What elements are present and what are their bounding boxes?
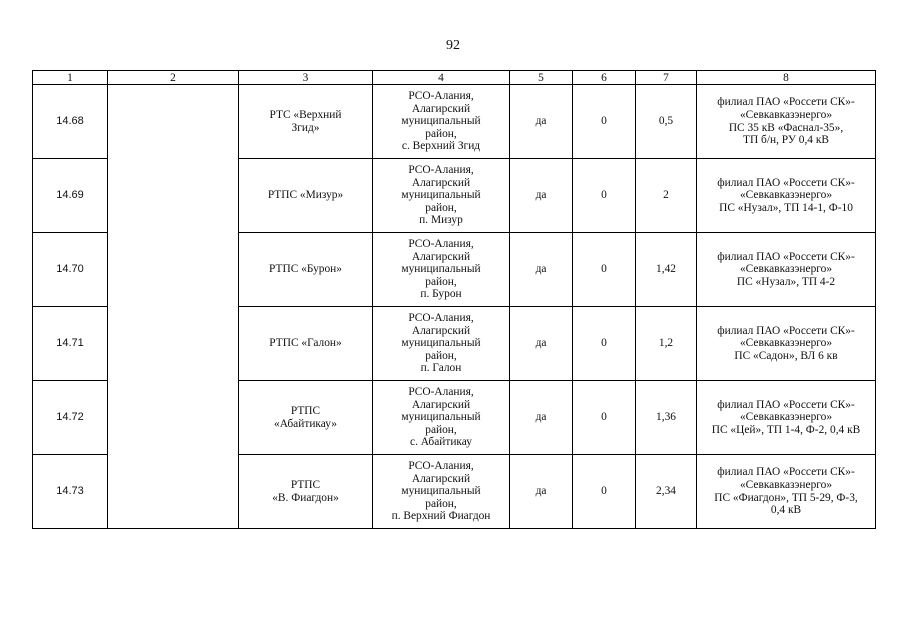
- col6-value: 0: [573, 307, 636, 381]
- power-supply-line: филиал ПАО «Россети СК»-: [717, 250, 855, 263]
- object-name-line: РТПС «Бурон»: [269, 263, 342, 276]
- power-supply-line: ПС 35 кВ «Фаснал-35»,: [728, 121, 844, 134]
- header-row: [33, 71, 876, 85]
- object-name: [239, 307, 373, 381]
- location-line: район,: [425, 201, 457, 214]
- location-line: РСО-Алания,: [408, 386, 474, 399]
- col6-value: 0: [573, 159, 636, 233]
- header-cell: 2: [108, 71, 239, 85]
- location-line: муниципальный: [401, 115, 481, 128]
- header-cell: 3: [239, 71, 373, 85]
- object-name: [239, 159, 373, 233]
- location: [373, 381, 510, 455]
- table-row: [33, 85, 876, 159]
- col6-value: 0: [573, 455, 636, 529]
- location-line: п. Мизур: [419, 214, 463, 227]
- power-supply-line: ПС «Садон», ВЛ 6 кв: [734, 349, 838, 362]
- location-line: Алагирский: [411, 472, 471, 485]
- table-body: [33, 85, 876, 529]
- location-line: район,: [425, 275, 457, 288]
- location-line: с. Абайтикау: [410, 436, 472, 449]
- location-line: муниципальный: [401, 485, 481, 498]
- location: [373, 233, 510, 307]
- row-id: 14.71: [33, 307, 108, 381]
- location: [373, 455, 510, 529]
- object-name-line: РТС «Верхний: [269, 108, 342, 121]
- location-line: Алагирский: [411, 398, 471, 411]
- location-line: РСО-Алания,: [408, 460, 474, 473]
- col6-value: 0: [573, 381, 636, 455]
- power-supply: [697, 307, 876, 381]
- row-id: 14.68: [33, 85, 108, 159]
- col5-value: да: [510, 233, 573, 307]
- power-supply-line: «Севкавказэнерго»: [739, 337, 833, 350]
- header-cell: 7: [636, 71, 697, 85]
- power-supply-line: ТП б/н, РУ 0,4 кВ: [743, 134, 829, 147]
- location-line: РСО-Алания,: [408, 238, 474, 251]
- power-supply-line: 0,4 кВ: [770, 504, 802, 517]
- data-table: [32, 70, 876, 529]
- col5-value: да: [510, 381, 573, 455]
- col7-value: 2,34: [636, 455, 697, 529]
- object-name-line: «Абайтикау»: [274, 417, 337, 430]
- power-supply: [697, 159, 876, 233]
- power-supply: [697, 85, 876, 159]
- object-name-line: РТПС: [290, 478, 321, 491]
- object-name: [239, 233, 373, 307]
- header-cell: 1: [33, 71, 108, 85]
- location-line: РСО-Алания,: [408, 312, 474, 325]
- page-number: 92: [446, 38, 460, 53]
- location-line: район,: [425, 423, 457, 436]
- object-name-line: РТПС: [290, 404, 321, 417]
- location: [373, 159, 510, 233]
- location-line: РСО-Алания,: [408, 164, 474, 177]
- location-line: Алагирский: [411, 324, 471, 337]
- header-cell: 4: [373, 71, 510, 85]
- object-name: [239, 455, 373, 529]
- row-id: 14.72: [33, 381, 108, 455]
- col5-value: да: [510, 455, 573, 529]
- power-supply-line: филиал ПАО «Россети СК»-: [717, 96, 855, 109]
- object-name: [239, 381, 373, 455]
- power-supply-line: филиал ПАО «Россети СК»-: [717, 176, 855, 189]
- location-line: муниципальный: [401, 189, 481, 202]
- col6-value: 0: [573, 85, 636, 159]
- location-line: муниципальный: [401, 411, 481, 424]
- location-line: район,: [425, 349, 457, 362]
- power-supply: [697, 455, 876, 529]
- col7-value: 2: [636, 159, 697, 233]
- location-line: п. Бурон: [420, 288, 462, 301]
- col7-value: 0,5: [636, 85, 697, 159]
- location-line: муниципальный: [401, 337, 481, 350]
- location-line: Алагирский: [411, 176, 471, 189]
- location-line: с. Верхний Згид: [401, 140, 481, 153]
- power-supply-line: ПС «Нузал», ТП 4-2: [736, 275, 836, 288]
- location-line: п. Верхний Фиагдон: [391, 510, 491, 523]
- col7-value: 1,42: [636, 233, 697, 307]
- object-name-line: Згид»: [291, 121, 320, 134]
- power-supply-line: «Севкавказэнерго»: [739, 263, 833, 276]
- power-supply-line: филиал ПАО «Россети СК»-: [717, 466, 855, 479]
- row-id: 14.69: [33, 159, 108, 233]
- col5-value: да: [510, 85, 573, 159]
- col5-value: да: [510, 307, 573, 381]
- location-line: район,: [425, 127, 457, 140]
- power-supply-line: «Севкавказэнерго»: [739, 108, 833, 121]
- power-supply-line: «Севкавказэнерго»: [739, 478, 833, 491]
- col7-value: 1,2: [636, 307, 697, 381]
- object-name-line: «В. Фиагдон»: [272, 491, 339, 504]
- col6-value: 0: [573, 233, 636, 307]
- power-supply: [697, 233, 876, 307]
- power-supply: [697, 381, 876, 455]
- power-supply-line: ПС «Цей», ТП 1-4, Ф-2, 0,4 кВ: [711, 423, 861, 436]
- location-line: п. Галон: [420, 362, 462, 375]
- power-supply-line: филиал ПАО «Россети СК»-: [717, 324, 855, 337]
- col7-value: 1,36: [636, 381, 697, 455]
- power-supply-line: филиал ПАО «Россети СК»-: [717, 398, 855, 411]
- row-id: 14.70: [33, 233, 108, 307]
- header-cell: 5: [510, 71, 573, 85]
- header-cell: 8: [697, 71, 876, 85]
- power-supply-line: ПС «Фиагдон», ТП 5-29, Ф-3,: [714, 491, 858, 504]
- object-name-line: РТПС «Галон»: [269, 337, 342, 350]
- header-cell: 6: [573, 71, 636, 85]
- location-line: РСО-Алания,: [408, 90, 474, 103]
- power-supply-line: «Севкавказэнерго»: [739, 411, 833, 424]
- location-line: Алагирский: [411, 102, 471, 115]
- col5-value: да: [510, 159, 573, 233]
- power-supply-line: «Севкавказэнерго»: [739, 189, 833, 202]
- object-name-line: РТПС «Мизур»: [267, 189, 344, 202]
- power-supply-line: ПС «Нузал», ТП 14-1, Ф-10: [719, 201, 853, 214]
- row-id: 14.73: [33, 455, 108, 529]
- location-line: муниципальный: [401, 263, 481, 276]
- location-line: район,: [425, 497, 457, 510]
- location: [373, 85, 510, 159]
- location-line: Алагирский: [411, 250, 471, 263]
- location: [373, 307, 510, 381]
- merged-empty-cell: [108, 85, 239, 529]
- object-name: [239, 85, 373, 159]
